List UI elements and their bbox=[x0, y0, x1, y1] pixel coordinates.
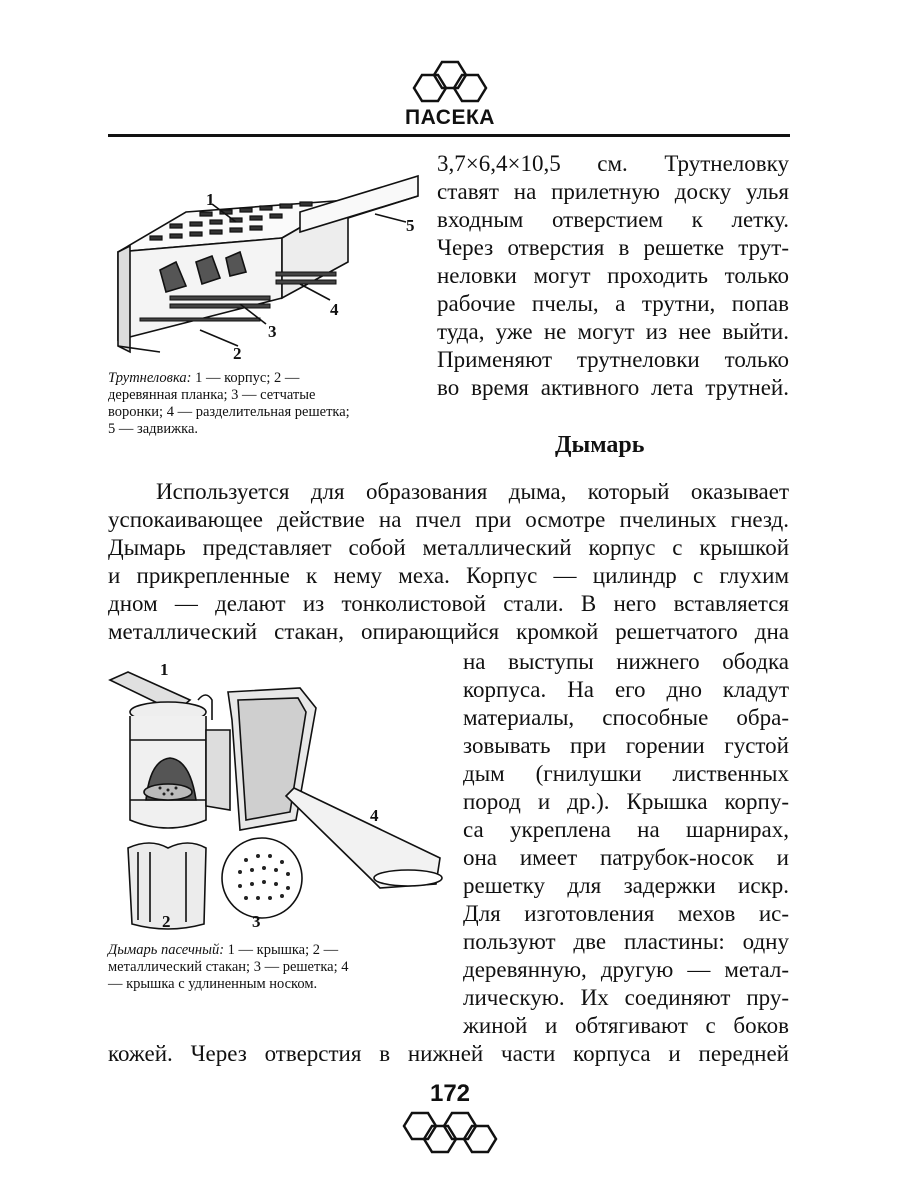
text-line: на выступы нижнего ободка bbox=[463, 649, 789, 674]
text-line: туда, уже не могут из нее выйти. bbox=[437, 319, 789, 344]
text-line: 3,7×6,4×10,5 см. Трутнеловку bbox=[437, 151, 789, 176]
text-line: са укреплена на шарнирах, bbox=[463, 817, 789, 842]
text-line: зовывать при горении густой bbox=[463, 733, 789, 758]
text-line: лическую. Их соединяют пру- bbox=[463, 985, 789, 1010]
text-line: рабочие пчелы, а трутни, попав bbox=[437, 291, 789, 316]
figure1-caption-line: деревянная планка; 3 — сетчатые bbox=[108, 387, 316, 403]
text-line: и прикрепленные к нему меха. Корпус — цилиндр с глухим bbox=[108, 563, 789, 588]
text-line: пород и др.). Крышка корпу- bbox=[463, 789, 789, 814]
text-line: металлический стакан, опирающийся кромкой решетчатого дна bbox=[108, 619, 789, 644]
text-line: успокаивающее действие на пчел при осмотре пчелиных гнезд. bbox=[108, 507, 789, 532]
text-line: корпуса. На его дно кладут bbox=[463, 677, 789, 702]
text-line-last: кожей. Через отверстия в нижней части корпуса и передней bbox=[108, 1041, 789, 1066]
section-heading: Дымарь bbox=[555, 432, 645, 458]
figure2-label-1: 1 bbox=[160, 660, 169, 679]
figure1-caption-line: 5 — задвижка. bbox=[108, 421, 199, 437]
text-line: ставят на прилетную доску улья bbox=[437, 179, 789, 204]
text-line: Через отверстия в решетке трут- bbox=[437, 235, 789, 260]
figure2-label-4: 4 bbox=[370, 806, 379, 825]
figure1-label-4: 4 bbox=[330, 300, 339, 319]
figure2-caption-text: 1 — крышка; 2 — bbox=[224, 942, 339, 958]
figure1-label-2: 2 bbox=[233, 344, 242, 363]
text-line: Применяют трутнеловки только bbox=[437, 347, 789, 372]
figure1-caption-line: воронки; 4 — разделительная решетка; bbox=[108, 404, 350, 420]
text-line: жиной и обтягивают с боков bbox=[463, 1013, 789, 1038]
page-number: 172 bbox=[429, 1080, 471, 1107]
text-line: неловки могут проходить только bbox=[437, 263, 789, 288]
text-line: она имеет патрубок-носок и bbox=[463, 845, 789, 870]
figure2-caption-title: Дымарь пасечный: bbox=[108, 942, 225, 958]
figure1-label-1: 1 bbox=[206, 190, 215, 209]
text-line: во время активного лета трутней. bbox=[437, 375, 789, 400]
figure2-label-2: 2 bbox=[162, 912, 171, 931]
text-line: Дымарь представляет собой металлический корпус с крышкой bbox=[108, 535, 789, 560]
text-line: Используется для образования дыма, который оказывает bbox=[156, 479, 789, 504]
text-line: деревянную, другую — метал- bbox=[463, 957, 789, 982]
text-line: пользуют две пластины: одну bbox=[463, 929, 789, 954]
figure1-caption-title: Трутнеловка: bbox=[108, 370, 192, 386]
figure1-label-3: 3 bbox=[268, 322, 277, 341]
figure2-caption-line: — крышка с удлиненным носком. bbox=[108, 976, 318, 992]
text-line: материалы, способные обра- bbox=[463, 705, 789, 730]
figure1-caption-text: 1 — корпус; 2 — bbox=[191, 370, 300, 386]
text-line: входным отверстием к летку. bbox=[437, 207, 789, 232]
text-line: дым (гнилушки лиственных bbox=[463, 761, 789, 786]
text-line: решетку для задержки искр. bbox=[463, 873, 789, 898]
text-line: дном — делают из тонколистовой стали. В него вставляется bbox=[108, 591, 789, 616]
figure2-caption-line: металлический стакан; 3 — решетка; 4 bbox=[108, 959, 349, 975]
figure2-label-3: 3 bbox=[252, 912, 261, 931]
running-header: ПАСЕКА bbox=[405, 106, 495, 129]
text-line: Для изготовления мехов ис- bbox=[463, 901, 789, 926]
figure1-label-5: 5 bbox=[406, 216, 415, 235]
